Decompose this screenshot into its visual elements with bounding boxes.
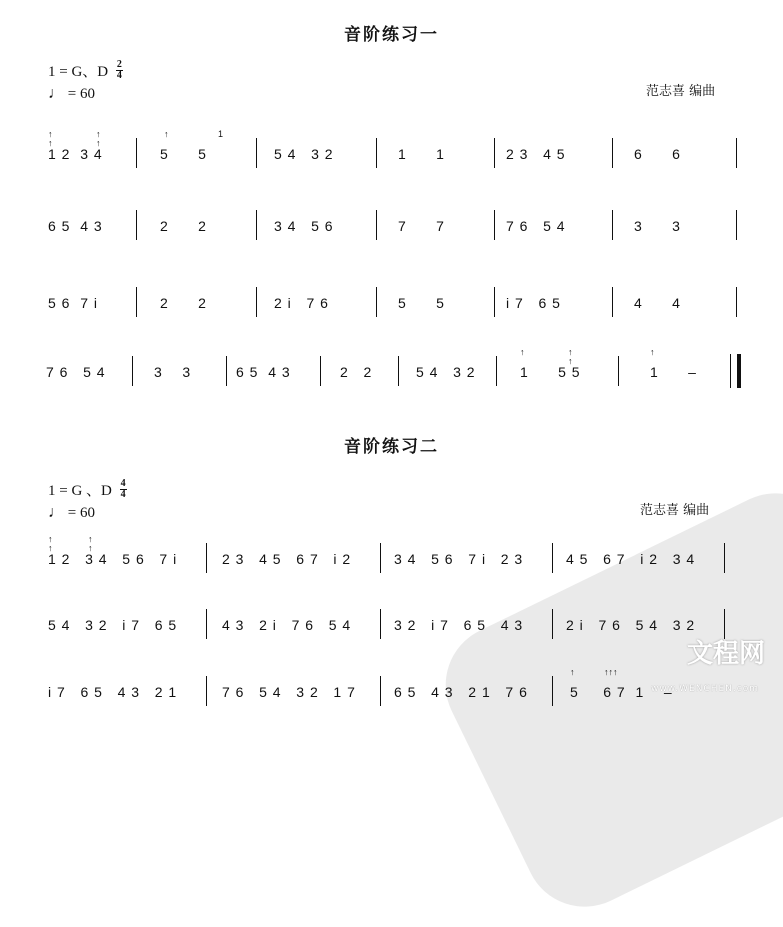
final-barline [730, 354, 741, 388]
measure: 2 2 [160, 295, 207, 311]
measure: 3 2 i 7 6 5 4 3 [394, 617, 524, 633]
exercise1-key-signature [48, 60, 123, 83]
measure: 7 6 5 4 [46, 364, 106, 380]
exercise2-time-numerator: 4 [120, 478, 126, 490]
fingering-mark-icon: ↑ ↑ [48, 129, 53, 148]
measure: 1 2 3 4 5 6 7 i [48, 551, 178, 567]
exercise2-composer: 范志喜 编曲 [640, 503, 710, 518]
exercise2-tempo-value: = 60 [67, 505, 95, 521]
measure: 5 4 3 2 i 7 6 5 [48, 617, 178, 633]
barline [206, 676, 207, 706]
measure: 1 1 [398, 146, 445, 162]
barline [226, 356, 227, 386]
barline [376, 210, 377, 240]
watermark-url: www.WENCHEN.com [651, 684, 759, 694]
measure: 4 4 [634, 295, 681, 311]
barline [206, 543, 207, 573]
quarter-note-icon: ♩ [48, 85, 64, 102]
barline [612, 138, 613, 168]
barline [618, 356, 619, 386]
barline [552, 543, 553, 573]
watermark-logo: 文程网 [686, 639, 765, 669]
barline [736, 210, 737, 240]
barline [380, 676, 381, 706]
fingering-mark-icon: ↑ [650, 347, 655, 357]
fingering-mark-icon: ↑ [570, 667, 575, 677]
exercise2-tempo [48, 504, 95, 522]
barline [380, 543, 381, 573]
barline [376, 287, 377, 317]
barline [736, 138, 737, 168]
fingering-mark-icon: ↑ ↑ [96, 129, 101, 148]
measure: i 7 6 5 4 3 2 1 [48, 684, 178, 700]
barline [612, 287, 613, 317]
barline [132, 356, 133, 386]
exercise1-tempo [48, 85, 95, 103]
fingering-mark-icon: ↑↑↑ [604, 667, 618, 677]
measure: 2 2 [340, 364, 373, 380]
measure: 6 6 [634, 146, 681, 162]
measure: 6 5 4 3 [236, 364, 291, 380]
barline [376, 138, 377, 168]
measure: 3 4 5 6 7 i 2 3 [394, 551, 524, 567]
fingering-mark-icon: ↑ ↑ [48, 534, 53, 553]
barline [724, 543, 725, 573]
fingering-mark-icon: ↑ [164, 129, 169, 139]
barline [494, 138, 495, 168]
barline [552, 676, 553, 706]
measure: 6 5 4 3 [48, 218, 103, 234]
measure: 7 6 5 4 [506, 218, 566, 234]
exercise1-title: 音阶练习一 [344, 25, 439, 45]
exercise1-time-signature [116, 60, 123, 81]
exercise2-title: 音阶练习二 [344, 437, 439, 457]
fingering-mark-icon: ↑ [520, 347, 525, 357]
exercise2-key: 1 = G 、D [48, 483, 112, 499]
watermark-band [425, 473, 783, 927]
exercise1-composer: 范志喜 编曲 [646, 84, 716, 99]
barline [612, 210, 613, 240]
barline [736, 287, 737, 317]
barline [256, 287, 257, 317]
exercise1-key: 1 = G、D [48, 64, 109, 80]
exercise2-time-denominator: 4 [120, 489, 126, 501]
measure: 5 6 7 1 – [570, 684, 673, 700]
quarter-note-icon: ♩ [48, 504, 64, 521]
barline [256, 138, 257, 168]
measure: 6 5 4 3 2 1 7 6 [394, 684, 528, 700]
exercise1-time-numerator: 2 [116, 59, 122, 71]
measure: 2 3 4 5 6 7 i 2 [222, 551, 352, 567]
measure: 7 6 5 4 3 2 1 7 [222, 684, 356, 700]
measure: 4 5 6 7 i 2 3 4 [566, 551, 696, 567]
measure: 3 3 [634, 218, 681, 234]
barline [256, 210, 257, 240]
barline [206, 609, 207, 639]
measure: 1 5 5 [520, 364, 581, 380]
measure: 4 3 2 i 7 6 5 4 [222, 617, 352, 633]
barline [496, 356, 497, 386]
measure: 5 4 3 2 [274, 146, 334, 162]
measure: i 7 6 5 [506, 295, 561, 311]
barline [398, 356, 399, 386]
fingering-mark-icon: ↑ ↑ [568, 347, 573, 366]
barline [320, 356, 321, 386]
barline [380, 609, 381, 639]
exercise2-time-signature [120, 479, 127, 500]
exercise2-key-signature [48, 479, 127, 502]
exercise1-time-denominator: 4 [116, 70, 122, 82]
measure: 2 2 [160, 218, 207, 234]
measure: 2 i 7 6 [274, 295, 329, 311]
measure: 7 7 [398, 218, 445, 234]
measure: 5 5 [160, 146, 207, 162]
fingering-mark-icon: ↑ ↑ [88, 534, 93, 553]
barline [552, 609, 553, 639]
measure: 2 i 7 6 5 4 3 2 [566, 617, 696, 633]
measure: 3 4 5 6 [274, 218, 334, 234]
fingering-mark-icon: 1 [218, 129, 224, 139]
measure: 1 2 3 4 [48, 146, 103, 162]
measure: 1 – [650, 364, 697, 380]
measure: 3 3 [154, 364, 192, 380]
exercise1-tempo-value: = 60 [67, 86, 95, 102]
measure: 5 6 7 i [48, 295, 99, 311]
barline [494, 287, 495, 317]
barline [136, 287, 137, 317]
barline [494, 210, 495, 240]
measure: 2 3 4 5 [506, 146, 566, 162]
barline [136, 138, 137, 168]
measure: 5 4 3 2 [416, 364, 476, 380]
measure: 5 5 [398, 295, 445, 311]
barline [136, 210, 137, 240]
